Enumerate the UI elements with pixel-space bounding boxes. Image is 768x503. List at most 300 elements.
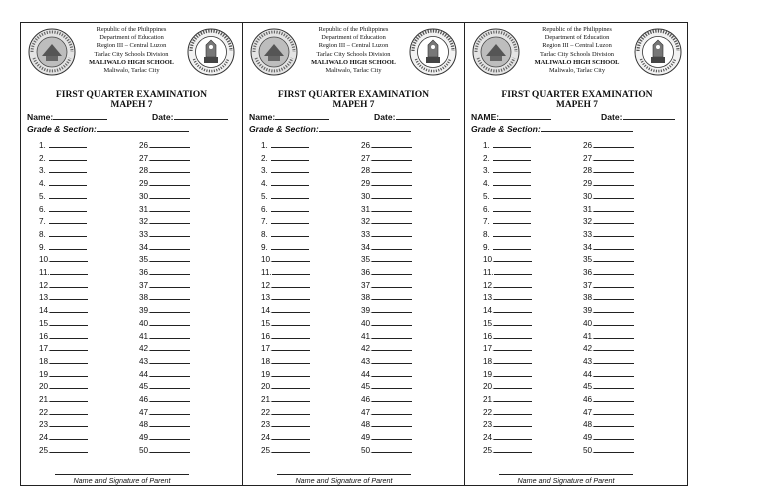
grade-section-line[interactable] [541, 123, 633, 132]
answer-blank[interactable] [494, 318, 532, 326]
exam-title: FIRST QUARTER EXAMINATION [277, 89, 430, 100]
answer-blank[interactable] [493, 178, 531, 186]
item-number: 34. [139, 242, 151, 252]
name-label: Name: [249, 112, 276, 122]
item-number: 12. [39, 280, 51, 290]
item-number: 50. [361, 445, 373, 455]
answer-blank[interactable] [49, 140, 87, 148]
answer-blank[interactable] [49, 191, 87, 199]
item-number: 46. [583, 395, 595, 404]
school-name: MALIWALO HIGH SCHOOL [89, 58, 174, 66]
answer-blank[interactable] [372, 191, 412, 199]
answer-blank[interactable] [49, 242, 87, 250]
item-number: 26. [139, 141, 151, 150]
answer-blank[interactable] [271, 178, 309, 186]
name-line[interactable] [53, 111, 107, 120]
answer-blank[interactable] [272, 280, 310, 288]
item-number: 44. [583, 369, 595, 379]
answer-item [39, 445, 88, 457]
answer-blank[interactable] [372, 204, 412, 212]
answer-blank[interactable] [594, 204, 634, 212]
answer-blank[interactable] [272, 305, 310, 313]
answer-blank[interactable] [150, 292, 190, 300]
item-number: 28. [139, 166, 151, 176]
answer-blank[interactable] [272, 407, 310, 415]
answer-item [39, 216, 87, 228]
date-line[interactable] [396, 111, 450, 120]
answer-item [483, 394, 532, 406]
answer-blank[interactable] [594, 165, 634, 173]
answer-blank[interactable] [372, 394, 412, 402]
date-line[interactable] [174, 111, 228, 120]
answer-blank[interactable] [372, 381, 412, 389]
answer-blank[interactable] [272, 331, 310, 339]
answer-blank[interactable] [49, 165, 87, 173]
answer-blank[interactable] [494, 292, 532, 300]
answer-blank[interactable] [594, 394, 634, 402]
item-number: 7. [261, 217, 268, 227]
answer-blank[interactable] [594, 419, 634, 427]
answer-blank[interactable] [49, 229, 87, 237]
item-number: 27. [361, 153, 373, 163]
answer-item [483, 407, 532, 419]
answer-item [483, 242, 531, 254]
answer-blank[interactable] [493, 216, 531, 224]
answer-blank[interactable] [49, 153, 87, 161]
item-number: 4. [483, 179, 490, 189]
item-number: 13. [39, 293, 51, 303]
answer-blank[interactable] [271, 242, 309, 250]
answer-item [583, 445, 634, 457]
item-number: 49. [361, 433, 373, 443]
answer-blank[interactable] [49, 216, 87, 224]
item-number: 10. [483, 255, 495, 265]
answer-item [39, 254, 88, 266]
answer-blank[interactable] [150, 140, 190, 148]
answer-blank[interactable] [594, 140, 634, 148]
answer-blank[interactable] [272, 254, 310, 262]
answer-blank[interactable] [271, 229, 309, 237]
answer-blank[interactable] [372, 356, 412, 364]
item-number: 42. [361, 344, 373, 354]
item-number: 24. [39, 433, 51, 443]
answer-blank[interactable] [494, 305, 532, 313]
answer-blank[interactable] [272, 419, 310, 427]
answer-blank[interactable] [372, 369, 412, 377]
answer-blank[interactable] [272, 381, 310, 389]
answer-item [39, 369, 88, 381]
answer-blank[interactable] [150, 394, 190, 402]
answer-blank[interactable] [272, 318, 310, 326]
answer-item [139, 407, 190, 419]
item-number: 1. [39, 141, 46, 150]
item-number: 45. [583, 382, 595, 392]
item-number: 48. [139, 420, 151, 430]
answer-blank[interactable] [150, 254, 190, 262]
item-number: 38. [361, 293, 373, 303]
answer-blank[interactable] [494, 394, 532, 402]
date-line[interactable] [623, 111, 675, 120]
answer-blank[interactable] [594, 229, 634, 237]
answer-blank[interactable] [150, 165, 190, 173]
answer-blank[interactable] [50, 305, 88, 313]
answer-item [361, 432, 412, 444]
answer-blank[interactable] [594, 292, 634, 300]
answer-blank[interactable] [372, 165, 412, 173]
answer-blank[interactable] [493, 242, 531, 250]
answer-item [583, 331, 634, 343]
date-field [374, 111, 450, 122]
answer-item [583, 432, 634, 444]
item-number: 2. [483, 153, 490, 163]
answer-item [139, 242, 190, 254]
answer-blank[interactable] [494, 369, 532, 377]
item-number: 43. [139, 356, 151, 366]
answer-blank[interactable] [50, 331, 88, 339]
item-number: 4. [261, 179, 268, 189]
answer-blank[interactable] [272, 432, 310, 440]
item-number: 34. [361, 242, 373, 252]
item-number: 2. [39, 153, 46, 163]
name-label: NAME: [471, 112, 500, 122]
header-line: Republic of the Philippines [318, 26, 389, 33]
answer-blank[interactable] [150, 432, 190, 440]
answer-blank[interactable] [594, 356, 634, 364]
item-number: 33. [361, 229, 373, 239]
answer-blank[interactable] [150, 153, 190, 161]
answer-blank[interactable] [150, 305, 190, 313]
answer-blank[interactable] [372, 445, 412, 453]
answer-blank[interactable] [50, 318, 88, 326]
answer-blank[interactable] [594, 432, 634, 440]
answer-item [583, 191, 634, 203]
school-header [521, 26, 633, 75]
answer-blank[interactable] [372, 153, 412, 161]
answer-item [483, 178, 531, 190]
answer-blank[interactable] [594, 369, 634, 377]
grade-section-field [27, 123, 189, 134]
answer-item [261, 305, 310, 317]
answer-blank[interactable] [150, 229, 190, 237]
answer-item [361, 369, 412, 381]
answer-blank[interactable] [150, 267, 190, 275]
answer-blank[interactable] [150, 381, 190, 389]
answer-item [39, 140, 87, 152]
answer-item [139, 280, 190, 292]
answer-blank[interactable] [493, 229, 531, 237]
item-number: 23. [39, 420, 51, 430]
answer-item [583, 343, 634, 355]
answer-item [583, 292, 634, 304]
answer-blank[interactable] [150, 369, 190, 377]
answer-blank[interactable] [372, 267, 412, 275]
date-field [601, 111, 675, 122]
answer-item [261, 369, 310, 381]
answer-blank[interactable] [494, 356, 532, 364]
answer-item [261, 419, 310, 431]
answer-blank[interactable] [272, 343, 310, 351]
answer-blank[interactable] [50, 381, 88, 389]
item-number: 8. [39, 229, 46, 239]
answer-item [583, 267, 634, 279]
answer-blank[interactable] [150, 242, 190, 250]
item-number: 1. [261, 141, 268, 150]
answer-blank[interactable] [271, 140, 309, 148]
school-name: MALIWALO HIGH SCHOOL [534, 58, 620, 66]
answer-blank[interactable] [372, 229, 412, 237]
answer-item [361, 216, 412, 228]
name-line[interactable] [275, 111, 329, 120]
answer-blank[interactable] [271, 216, 309, 224]
answer-blank[interactable] [272, 356, 310, 364]
answer-blank[interactable] [372, 254, 412, 262]
answer-blank[interactable] [272, 445, 310, 453]
item-number: 35. [583, 255, 595, 265]
item-number: 1. [483, 141, 490, 150]
answer-blank[interactable] [150, 204, 190, 212]
answer-blank[interactable] [493, 153, 531, 161]
answer-item [583, 178, 634, 190]
answer-item [583, 242, 634, 254]
answer-blank[interactable] [493, 165, 531, 173]
answer-blank[interactable] [594, 280, 634, 288]
answer-blank[interactable] [372, 432, 412, 440]
exam-title: FIRST QUARTER EXAMINATION [501, 89, 653, 100]
school-seal-logo [27, 27, 77, 77]
answer-blank[interactable] [271, 153, 309, 161]
item-number: 17. [261, 344, 273, 354]
answer-item [361, 140, 412, 152]
item-number: 20. [261, 382, 273, 392]
item-number: 16. [39, 331, 51, 341]
item-number: 32. [361, 217, 373, 227]
answer-blank[interactable] [372, 280, 412, 288]
item-number: 41. [583, 331, 595, 341]
item-number: 23. [483, 420, 495, 430]
answer-blank[interactable] [594, 267, 634, 275]
item-number: 29. [361, 179, 373, 189]
answer-blank[interactable] [271, 165, 309, 173]
answer-blank[interactable] [594, 178, 634, 186]
parent-signature-line[interactable] [277, 474, 411, 475]
name-field [249, 111, 329, 122]
item-number: 17. [39, 344, 51, 354]
item-number: 48. [583, 420, 595, 430]
answer-blank[interactable] [372, 178, 412, 186]
answer-blank[interactable] [50, 419, 88, 427]
answer-blank[interactable] [493, 191, 531, 199]
answer-blank[interactable] [150, 178, 190, 186]
answer-blank[interactable] [50, 432, 88, 440]
answer-blank[interactable] [271, 204, 309, 212]
item-number: 3. [39, 166, 46, 176]
item-number: 36. [139, 268, 151, 277]
answer-blank[interactable] [372, 419, 412, 427]
answer-blank[interactable] [594, 318, 634, 326]
item-number: 2. [261, 153, 268, 163]
answer-item [39, 280, 88, 292]
answer-blank[interactable] [50, 254, 88, 262]
answer-item [583, 381, 634, 393]
item-number: 9. [39, 242, 46, 252]
answer-item [39, 419, 88, 431]
answer-blank[interactable] [50, 280, 88, 288]
item-number: 26. [361, 141, 373, 150]
item-number: 15. [39, 318, 51, 328]
grade-section-field [471, 123, 633, 134]
answer-sheet-column [243, 23, 465, 485]
answer-blank[interactable] [594, 242, 634, 250]
answer-blank[interactable] [494, 254, 532, 262]
answer-blank[interactable] [594, 343, 634, 351]
answer-item [483, 445, 532, 457]
answer-item [361, 254, 412, 266]
grade-section-line[interactable] [97, 123, 189, 132]
answer-blank[interactable] [594, 381, 634, 389]
answer-item [39, 381, 88, 393]
answer-blank[interactable] [272, 369, 310, 377]
answer-blank[interactable] [50, 292, 88, 300]
answer-item [139, 419, 190, 431]
answer-blank[interactable] [372, 343, 412, 351]
item-number: 13. [261, 293, 273, 303]
school-header [77, 26, 186, 75]
answer-item [261, 292, 310, 304]
answer-blank[interactable] [372, 407, 412, 415]
answer-blank[interactable] [272, 292, 310, 300]
answer-blank[interactable] [150, 191, 190, 199]
answer-item [261, 445, 310, 457]
answer-blank[interactable] [494, 381, 532, 389]
answer-blank[interactable] [272, 267, 310, 275]
school-address: Maliwalo, Tarlac City [325, 67, 382, 75]
answer-blank[interactable] [494, 445, 532, 453]
answer-blank[interactable] [594, 216, 634, 224]
item-number: 8. [483, 229, 490, 239]
answer-item [261, 254, 310, 266]
answer-blank[interactable] [50, 445, 88, 453]
answer-blank[interactable] [50, 343, 88, 351]
item-number: 49. [139, 433, 151, 443]
parent-signature-line[interactable] [55, 474, 189, 475]
item-number: 17. [483, 344, 495, 354]
answer-item [39, 343, 88, 355]
answer-item [139, 343, 190, 355]
answer-item [261, 280, 310, 292]
answer-blank[interactable] [49, 178, 87, 186]
school-header [299, 26, 408, 75]
answer-blank[interactable] [49, 204, 87, 212]
answer-item [39, 242, 87, 254]
answer-blank[interactable] [272, 394, 310, 402]
item-number: 39. [583, 306, 595, 316]
answer-item [139, 191, 190, 203]
answer-item [583, 419, 634, 431]
answer-blank[interactable] [372, 331, 412, 339]
answer-blank[interactable] [594, 331, 634, 339]
item-number: 12. [483, 280, 495, 290]
item-number: 22. [483, 407, 495, 417]
answer-blank[interactable] [372, 216, 412, 224]
answer-item [261, 165, 309, 177]
answer-item [583, 229, 634, 241]
answer-blank[interactable] [150, 419, 190, 427]
answer-item [139, 394, 190, 406]
answer-blank[interactable] [494, 343, 532, 351]
answer-blank[interactable] [494, 280, 532, 288]
answer-item [39, 356, 88, 368]
item-number: 6. [39, 204, 46, 214]
answer-item [139, 267, 190, 279]
answer-blank[interactable] [372, 318, 412, 326]
answer-blank[interactable] [594, 191, 634, 199]
answer-blank[interactable] [50, 407, 88, 415]
answer-blank[interactable] [494, 419, 532, 427]
answer-item [139, 229, 190, 241]
answer-blank[interactable] [150, 216, 190, 224]
item-number: 32. [139, 217, 151, 227]
answer-blank[interactable] [150, 407, 190, 415]
answer-blank[interactable] [493, 140, 531, 148]
answer-blank[interactable] [271, 191, 309, 199]
answer-blank[interactable] [150, 356, 190, 364]
answer-blank[interactable] [150, 280, 190, 288]
answer-item [583, 394, 634, 406]
answer-blank[interactable] [594, 254, 634, 262]
answer-blank[interactable] [493, 204, 531, 212]
answer-blank[interactable] [594, 407, 634, 415]
answer-item [361, 229, 412, 241]
item-number: 9. [483, 242, 490, 252]
answer-blank[interactable] [372, 305, 412, 313]
answer-blank[interactable] [372, 140, 412, 148]
answer-blank[interactable] [150, 318, 190, 326]
item-number: 38. [583, 293, 595, 303]
answer-blank[interactable] [594, 153, 634, 161]
answer-blank[interactable] [594, 305, 634, 313]
item-number: 42. [583, 344, 595, 354]
answer-item [483, 254, 532, 266]
answer-item [261, 267, 310, 279]
answer-item [483, 191, 531, 203]
answer-blank[interactable] [50, 356, 88, 364]
answer-blank[interactable] [50, 394, 88, 402]
answer-blank[interactable] [594, 445, 634, 453]
item-number: 42. [139, 344, 151, 354]
answer-blank[interactable] [494, 331, 532, 339]
answer-item [139, 165, 190, 177]
answer-item [261, 153, 309, 165]
answer-blank[interactable] [494, 407, 532, 415]
answer-blank[interactable] [372, 242, 412, 250]
answer-item [39, 204, 87, 216]
answer-blank[interactable] [50, 369, 88, 377]
answer-blank[interactable] [494, 432, 532, 440]
grade-section-line[interactable] [319, 123, 411, 132]
answer-blank[interactable] [372, 292, 412, 300]
answer-blank[interactable] [150, 331, 190, 339]
answer-blank[interactable] [50, 267, 88, 275]
name-line[interactable] [499, 111, 551, 120]
answer-blank[interactable] [150, 445, 190, 453]
header-line: Department of Education [321, 34, 386, 42]
answer-blank[interactable] [494, 267, 532, 275]
item-number: 11. [483, 268, 494, 277]
answer-blank[interactable] [150, 343, 190, 351]
answer-item [39, 267, 88, 279]
answer-item [39, 229, 87, 241]
parent-signature-line[interactable] [499, 474, 633, 475]
